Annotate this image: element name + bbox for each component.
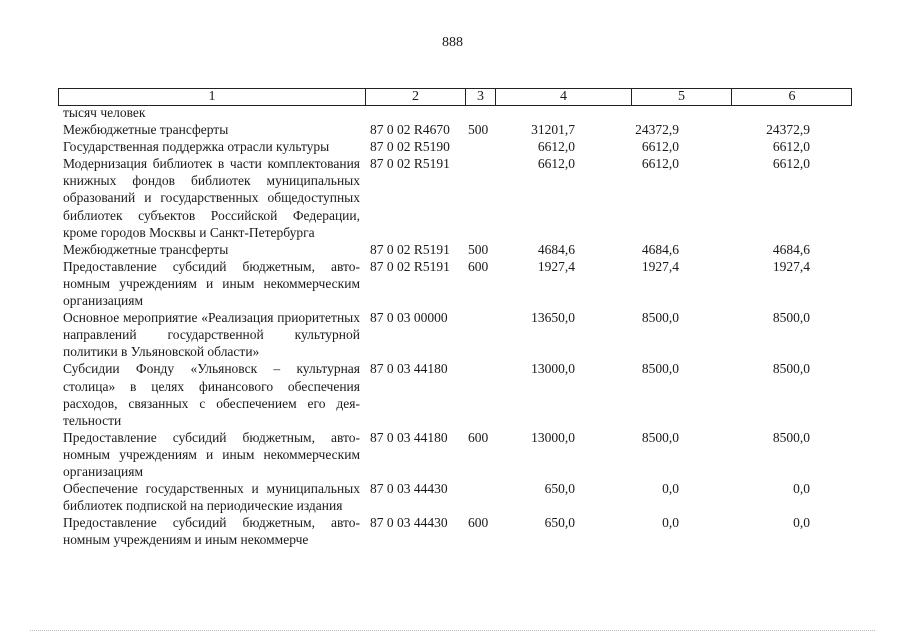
row-value-col-5: 6612,0 (641, 156, 679, 172)
table-row (0, 155, 905, 240)
row-value-col-4: 1927,4 (537, 258, 575, 274)
row-code: 87 0 03 44430 (370, 481, 448, 497)
row-expense-type: 600 (468, 429, 489, 445)
table-row (0, 480, 905, 514)
table-row (0, 258, 905, 309)
row-name: Модернизация библиотек в части комплектования книжных фондов библиотек муниципальных образований и государственных общедоступных библиотек субъектов Российской Федерации, кроме городов Москвы и Санкт-Петербурга (63, 156, 360, 240)
table-row (0, 514, 905, 548)
header-col-1: 1 (208, 89, 216, 104)
row-code: 87 0 03 00000 (370, 310, 448, 326)
row-code: 87 0 02 R5190 (370, 139, 450, 155)
row-name: Предоставление субсидий бюджетным, автономным учреждениям и иным некоммерче (63, 515, 360, 548)
row-value-col-6: 8500,0 (772, 429, 810, 445)
table-row (0, 429, 905, 480)
row-value-col-4: 6612,0 (537, 139, 575, 155)
row-value-col-5: 8500,0 (641, 361, 679, 377)
row-value-col-5: 1927,4 (641, 258, 679, 274)
header-col-6: 6 (731, 89, 852, 105)
table-row (0, 121, 905, 138)
row-code: 87 0 02 R5191 (370, 241, 450, 257)
row-value-col-6: 24372,9 (766, 122, 810, 138)
page-number: 888 (442, 35, 463, 50)
row-name: Государственная поддержка отрасли культуры (63, 139, 330, 155)
row-value-col-5: 8500,0 (641, 310, 679, 326)
row-value-col-4: 650,0 (544, 515, 575, 531)
row-code: 87 0 03 44180 (370, 361, 448, 377)
row-name: Основное мероприятие «Реализация приоритетных направлений государственной культурной политики в Ульяновской области» (63, 310, 360, 360)
row-value-col-4: 31201,7 (531, 122, 575, 138)
row-code: 87 0 02 R5191 (370, 258, 450, 274)
table-row (0, 138, 905, 155)
row-value-col-4: 13000,0 (531, 429, 575, 445)
row-value-col-4: 13000,0 (531, 361, 575, 377)
row-value-col-5: 0,0 (662, 515, 679, 531)
header-col-2: 2 (365, 89, 465, 105)
row-value-col-6: 6612,0 (772, 156, 810, 172)
table-row (0, 309, 905, 360)
table-body (0, 104, 905, 548)
row-value-col-6: 8500,0 (772, 361, 810, 377)
row-value-col-5: 8500,0 (641, 429, 679, 445)
header-col-3: 3 (465, 89, 495, 105)
row-value-col-6: 6612,0 (772, 139, 810, 155)
row-value-col-6: 0,0 (793, 515, 810, 531)
row-code: 87 0 02 R5191 (370, 156, 450, 172)
row-value-col-4: 4684,6 (537, 241, 575, 257)
header-col-5: 5 (631, 89, 731, 105)
row-value-col-6: 4684,6 (772, 241, 810, 257)
row-name: Межбюджетные трансферты (63, 241, 229, 257)
row-value-col-4: 650,0 (544, 481, 575, 497)
row-value-col-4: 13650,0 (531, 310, 575, 326)
row-expense-type: 500 (468, 122, 489, 138)
row-value-col-4: 6612,0 (537, 156, 575, 172)
row-code: 87 0 02 R4670 (370, 122, 450, 138)
row-name: Обеспечение государственных и муниципальных библиотек подпиской на периодические издания (63, 481, 360, 514)
row-name: Предоставление субсидий бюджетным, автономным учреждениям и иным некоммерческим организациям (63, 258, 360, 309)
table-row (0, 241, 905, 258)
row-value-col-5: 4684,6 (641, 241, 679, 257)
scan-edge (30, 630, 875, 632)
row-value-col-5: 6612,0 (641, 139, 679, 155)
row-name: тысяч человек (63, 105, 146, 120)
row-value-col-6: 8500,0 (772, 310, 810, 326)
header-col-4: 4 (495, 89, 631, 105)
row-name: Субсидии Фонду «Ульяновск – культурная столица» в целях финансового обеспечения расходов, связанных с обеспечением его деятельности (63, 361, 360, 428)
table-row (0, 104, 905, 121)
row-expense-type: 500 (468, 241, 489, 257)
row-code: 87 0 03 44430 (370, 515, 448, 531)
row-code: 87 0 03 44180 (370, 429, 448, 445)
row-value-col-5: 0,0 (662, 481, 679, 497)
row-name: Предоставление субсидий бюджетным, автономным учреждениям и иным некоммерческим организациям (63, 429, 360, 479)
row-value-col-6: 1927,4 (772, 258, 810, 274)
row-name: Межбюджетные трансферты (63, 122, 229, 138)
row-value-col-6: 0,0 (793, 481, 810, 497)
row-expense-type: 600 (468, 258, 489, 274)
row-expense-type: 600 (468, 515, 489, 531)
row-value-col-5: 24372,9 (635, 122, 679, 138)
table-row (0, 360, 905, 428)
